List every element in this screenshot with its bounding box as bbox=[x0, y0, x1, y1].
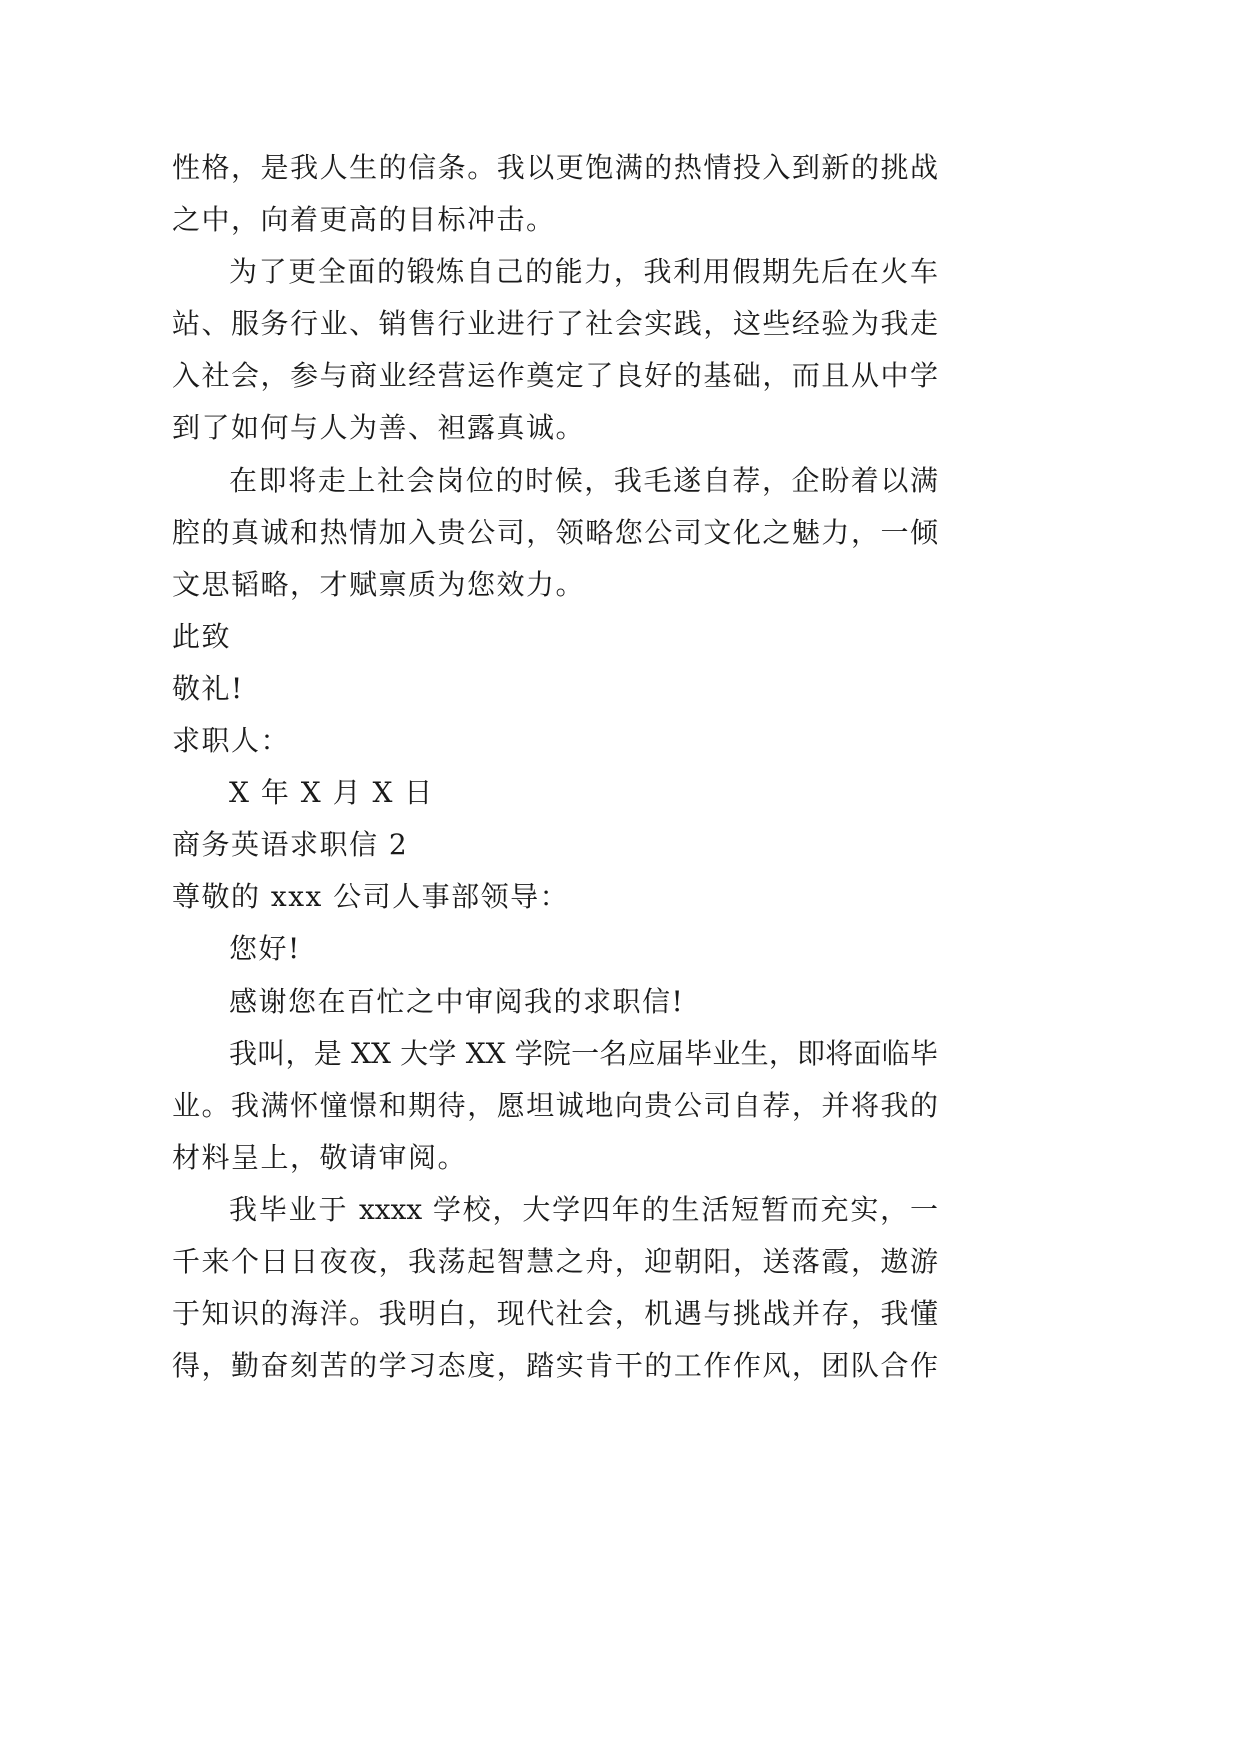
body-line: 到了如何与人为善、袒露真诚。 bbox=[172, 411, 586, 445]
closing-text: 此致 bbox=[172, 619, 232, 653]
body-line: 在即将走上社会岗位的时候，我毛遂自荐，企盼着以满 bbox=[229, 463, 938, 497]
body-line: 我叫，是 XX 大学 XX 学院一名应届毕业生，即将面临毕 bbox=[229, 1036, 938, 1070]
body-line: 于知识的海洋。我明白，现代社会，机遇与挑战并存，我懂 bbox=[172, 1297, 938, 1331]
recipient-line: 尊敬的 xxx 公司人事部领导： bbox=[172, 880, 570, 914]
body-line: 为了更全面的锻炼自己的能力，我利用假期先后在火车 bbox=[229, 255, 938, 289]
body-line: 文思韬略，才赋禀质为您效力。 bbox=[172, 567, 586, 601]
body-line: 业。我满怀憧憬和期待，愿坦诚地向贵公司自荐，并将我的 bbox=[172, 1088, 938, 1122]
body-line: 腔的真诚和热情加入贵公司，领略您公司文化之魅力，一倾 bbox=[172, 515, 938, 549]
greeting-line: 您好! bbox=[229, 932, 301, 966]
body-line: 千来个日日夜夜，我荡起智慧之舟，迎朝阳，送落霞，遨游 bbox=[172, 1244, 938, 1278]
letter-title: 商务英语求职信 2 bbox=[172, 828, 409, 862]
body-line: 站、服务行业、销售行业进行了社会实践，这些经验为我走 bbox=[172, 307, 938, 341]
regards-text: 敬礼! bbox=[172, 671, 244, 705]
document-text bbox=[172, 142, 938, 1392]
body-line: 入社会，参与商业经营运作奠定了良好的基础，而且从中学 bbox=[172, 359, 938, 393]
body-line: 感谢您在百忙之中审阅我的求职信! bbox=[229, 984, 685, 1018]
date-line: X 年 X 月 X 日 bbox=[229, 776, 434, 810]
body-line: 我毕业于 xxxx 学校，大学四年的生活短暂而充实，一 bbox=[229, 1192, 938, 1226]
body-line: 之中，向着更高的目标冲击。 bbox=[172, 203, 556, 237]
body-line: 材料呈上，敬请审阅。 bbox=[172, 1140, 468, 1174]
signature-label: 求职人： bbox=[172, 724, 291, 758]
body-line: 性格，是我人生的信条。我以更饱满的热情投入到新的挑战 bbox=[172, 151, 938, 184]
body-line: 得，勤奋刻苦的学习态度，踏实肯干的工作作风，团队合作 bbox=[172, 1349, 938, 1383]
